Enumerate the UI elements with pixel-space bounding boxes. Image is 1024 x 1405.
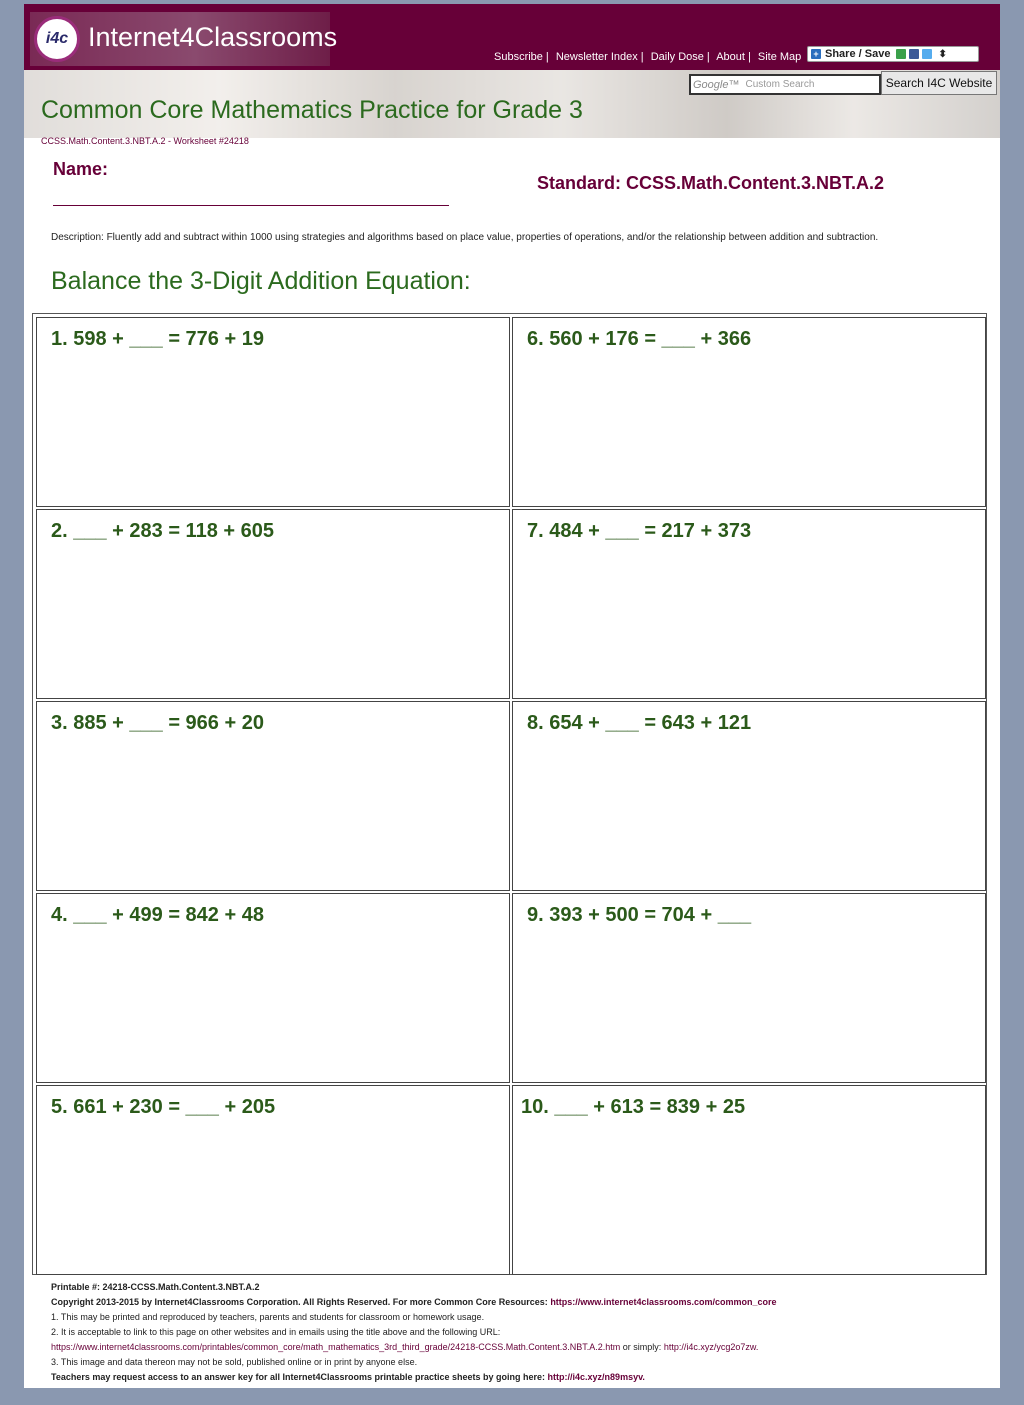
problem-cell-8 xyxy=(512,701,986,891)
problem-1: 1. 598 + ___ = 776 + 19 xyxy=(51,328,264,350)
search-button[interactable]: Search I4C Website xyxy=(881,71,997,95)
problem-10: 10. ___ + 613 = 839 + 25 xyxy=(521,1096,746,1118)
logo-badge-icon: i4c xyxy=(34,16,80,62)
logo-text: Internet4Classrooms xyxy=(88,22,338,52)
copyright-text: Copyright 2013-2015 by Internet4Classrooms Corporation. All Rights Reserved. For more Common Core Resources: xyxy=(51,1297,548,1307)
problem-cell-10 xyxy=(512,1085,986,1275)
nav-link-about[interactable]: About xyxy=(716,51,745,63)
share-save-button[interactable] xyxy=(807,46,979,62)
problem-cell-5 xyxy=(36,1085,510,1275)
copyright-line xyxy=(51,1295,991,1310)
description: Description: Fluently add and subtract within 1000 using strategies and algorithms based on place value, properties of operations, and/or the relationship between addition and subtraction. xyxy=(51,232,879,243)
google-logo: Google™ xyxy=(693,78,740,91)
name-line xyxy=(53,205,449,206)
problem-cell-4 xyxy=(36,893,510,1083)
note-2-or: or simply: xyxy=(622,1342,662,1352)
nav-separator: | xyxy=(747,51,751,63)
worksheet-reference: CCSS.Math.Content.3.NBT.A.2 - Worksheet #24218 xyxy=(41,136,249,146)
top-nav xyxy=(494,51,801,63)
answer-key-text: Teachers may request access to an answer key for all Internet4Classrooms printable practice sheets by going here: xyxy=(51,1372,546,1382)
problem-9: 9. 393 + 500 = 704 + ___ xyxy=(527,904,752,926)
note-1: 1. This may be printed and reproduced by teachers, parents and students for classroom or homework usage. xyxy=(51,1312,485,1322)
twitter-icon[interactable] xyxy=(922,49,932,59)
nav-separator: | xyxy=(640,51,644,63)
problem-6: 6. 560 + 176 = ___ + 366 xyxy=(527,328,752,350)
problem-8: 8. 654 + ___ = 643 + 121 xyxy=(527,712,752,734)
problem-cell-9 xyxy=(512,893,986,1083)
nav-separator: | xyxy=(545,51,549,63)
site-logo[interactable] xyxy=(30,12,338,66)
problems-grid xyxy=(32,313,987,1275)
standard-label: Standard: CCSS.Math.Content.3.NBT.A.2 xyxy=(537,173,885,193)
note-2: 2. It is acceptable to link to this page on other websites and in emails using the title above and the following URL: xyxy=(51,1327,501,1337)
printable-number: Printable #: 24218-CCSS.Math.Content.3.NBT.A.2 xyxy=(51,1282,260,1292)
share-more-icon[interactable]: ⬍ xyxy=(938,48,947,60)
facebook-icon[interactable] xyxy=(909,49,919,59)
problem-5: 5. 661 + 230 = ___ + 205 xyxy=(51,1096,276,1118)
page xyxy=(24,4,1000,1388)
problem-cell-1 xyxy=(36,317,510,507)
worksheet-url-link[interactable]: https://www.internet4classrooms.com/printables/common_core/math_mathematics_3rd_third_grade/24218-CCSS.Math.Content.3.NBT.A.2.htm xyxy=(51,1342,621,1352)
problem-cell-3 xyxy=(36,701,510,891)
note-3: 3. This image and data thereon may not be sold, published online or in print by anyone else. xyxy=(51,1357,418,1367)
problem-7: 7. 484 + ___ = 217 + 373 xyxy=(527,520,752,542)
footer xyxy=(51,1280,991,1385)
top-bar xyxy=(24,4,1000,70)
search-placeholder: Custom Search xyxy=(745,79,815,90)
plus-icon: + xyxy=(811,49,821,59)
problem-cell-2 xyxy=(36,509,510,699)
problem-2: 2. ___ + 283 = 118 + 605 xyxy=(51,520,274,542)
note-2-urls xyxy=(51,1340,991,1355)
section-title: Balance the 3-Digit Addition Equation: xyxy=(51,267,471,295)
nav-link-daily-dose[interactable]: Daily Dose xyxy=(650,51,704,63)
answer-key-line xyxy=(51,1370,991,1385)
common-core-link[interactable]: https://www.internet4classrooms.com/common_core xyxy=(550,1297,777,1307)
short-url-link[interactable]: http://i4c.xyz/ycg2o7zw. xyxy=(663,1342,759,1352)
page-title: Common Core Mathematics Practice for Grade 3 xyxy=(41,96,583,124)
problem-cell-7 xyxy=(512,509,986,699)
share-save-label: Share / Save xyxy=(825,48,891,60)
nav-separator: | xyxy=(706,51,710,63)
nav-link-site-map[interactable]: Site Map xyxy=(757,51,802,63)
nav-link-subscribe[interactable]: Subscribe xyxy=(494,51,543,63)
share-email-icon[interactable] xyxy=(896,49,906,59)
answer-key-link[interactable]: http://i4c.xyz/n89msyv. xyxy=(547,1372,645,1382)
problem-cell-6 xyxy=(512,317,986,507)
problem-3: 3. 885 + ___ = 966 + 20 xyxy=(51,712,264,734)
nav-link-newsletter-index[interactable]: Newsletter Index xyxy=(555,51,638,63)
problem-4: 4. ___ + 499 = 842 + 48 xyxy=(51,904,264,926)
banner xyxy=(24,70,1000,138)
search-input[interactable] xyxy=(689,74,881,95)
name-label: Name: xyxy=(53,159,109,179)
